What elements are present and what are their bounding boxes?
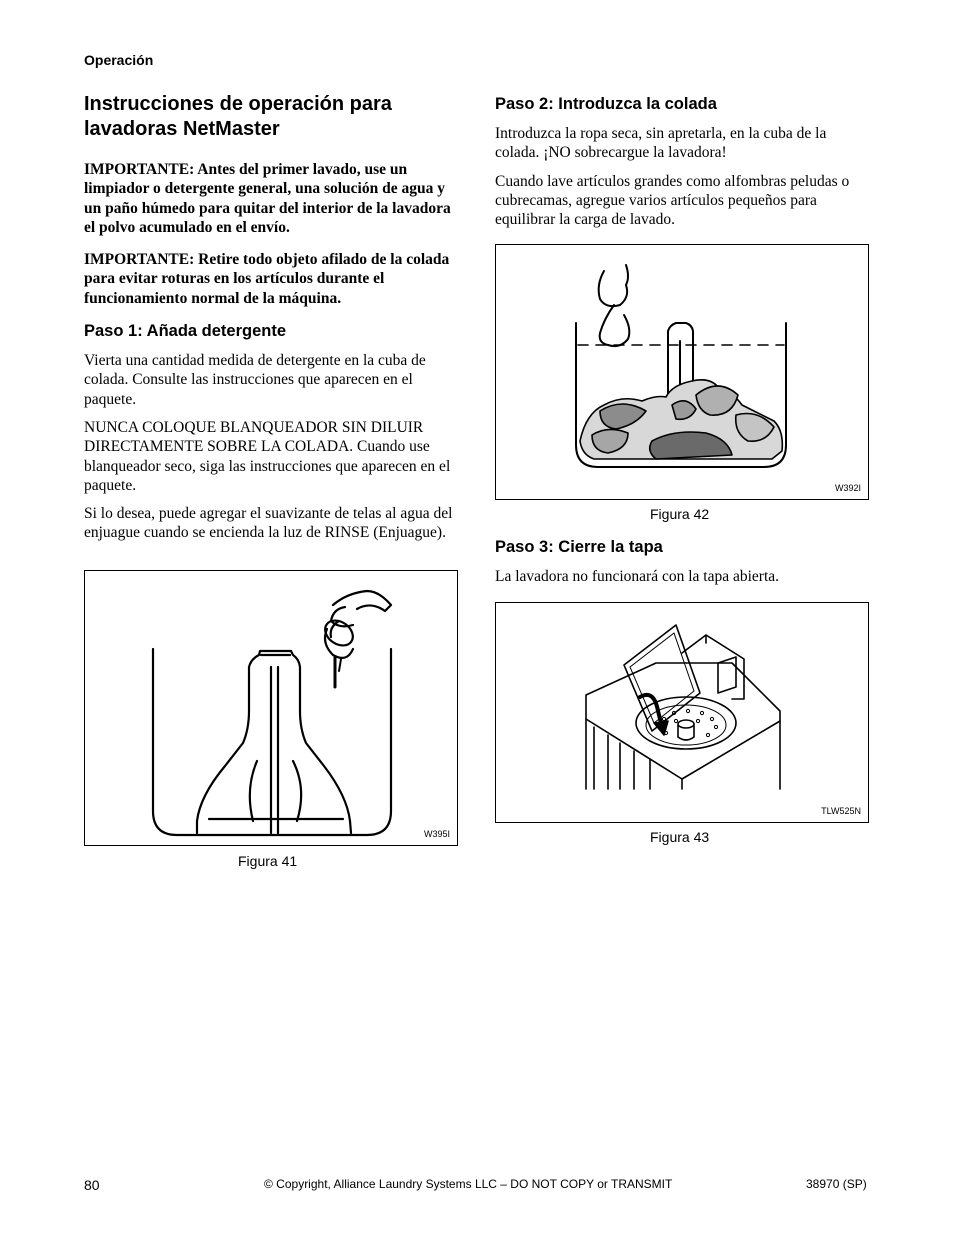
figure-41-caption: Figura 41 [238, 853, 298, 869]
step3-section [495, 537, 869, 595]
detergent-pour-illustration [85, 571, 457, 845]
section-label: Operación [84, 52, 154, 68]
close-lid-illustration [496, 603, 868, 822]
figure-43-caption: Figura 43 [650, 829, 710, 845]
figure-41 [84, 570, 458, 846]
figure-42-caption: Figura 42 [650, 506, 710, 522]
step3-paragraph-1: La lavadora no funcionará con la tapa abierta. [495, 568, 780, 585]
page-title: Instrucciones de operación para lavadoras NetMaster [84, 93, 392, 140]
right-column [495, 94, 869, 238]
figure-42-code: W392I [834, 483, 861, 493]
step1-paragraph-2: NUNCA COLOQUE BLANQUEADOR SIN DILUIR DIRECTAMENTE SOBRE LA COLADA. Cuando use blanqueador seco, siga las instrucciones que aparecen en el paquete. [84, 418, 451, 494]
important-note-1: IMPORTANTE: Antes del primer lavado, use un limpiador o detergente general, una solución de agua y un paño húmedo para quitar del interior de la lavadora el polvo acumulado en el envío. [84, 161, 451, 236]
step2-paragraph-1: Introduzca la ropa seca, sin apretarla, en la cuba de la colada. ¡NO sobrecargue la lavadora! [495, 125, 827, 162]
important-note-2: IMPORTANTE: Retire todo objeto afilado de la colada para evitar roturas en los artículos durante el funcionamiento normal de la máquina. [84, 251, 450, 307]
step3-heading: Paso 3: Cierre la tapa [495, 538, 663, 556]
page-number: 80 [84, 1177, 100, 1193]
figure-43 [495, 602, 869, 823]
document-number: 38970 (SP) [806, 1177, 867, 1191]
figure-41-code: W395I [423, 829, 450, 839]
copyright-notice: © Copyright, Alliance Laundry Systems LLC – DO NOT COPY or TRANSMIT [264, 1177, 673, 1191]
step1-heading: Paso 1: Añada detergente [84, 322, 287, 341]
step2-paragraph-2: Cuando lave artículos grandes como alfombras peludas o cubrecamas, agregue varios artículos pequeños para equilibrar la carga de lavado. [495, 172, 850, 229]
left-column [84, 92, 458, 552]
step1-paragraph-1: Vierta una cantidad medida de detergente en la cuba de colada. Consulte las instrucciones que aparecen en el paquete. [84, 352, 426, 408]
step1-paragraph-3: Si lo desea, puede agregar el suavizante de telas al agua del enjuague cuando se encienda la luz de RINSE (Enjuague). [84, 505, 453, 542]
figure-43-code: TLW525N [821, 806, 861, 816]
figure-42 [495, 244, 869, 500]
laundry-load-illustration [496, 245, 868, 499]
step2-heading: Paso 2: Introduzca la colada [495, 95, 717, 113]
